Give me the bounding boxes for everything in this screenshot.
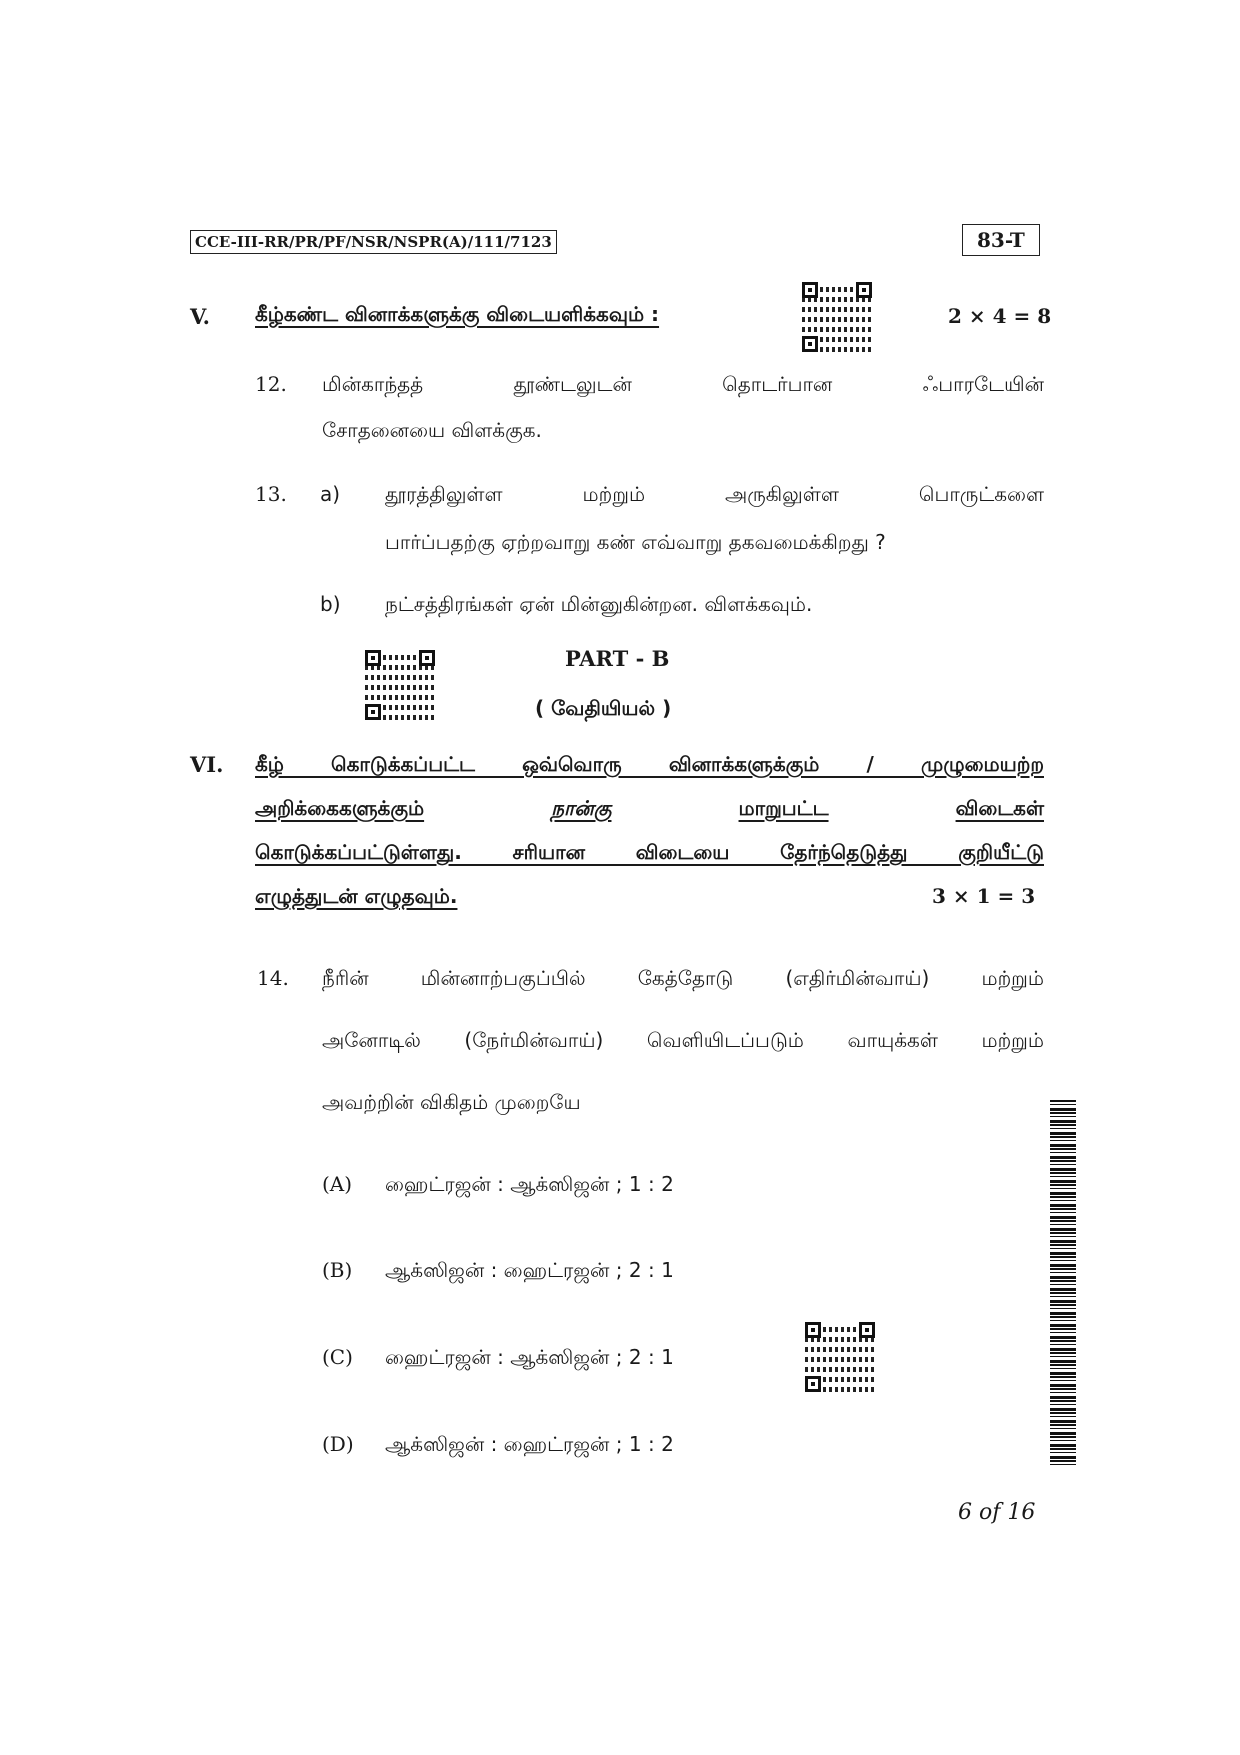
section-vi-instruction: கொடுக்கப்பட்டுள்ளது. சரியான விடையை தேர்ந்தெடுத்து குறியீட்டு — [255, 840, 1044, 864]
option-text: ஆக்ஸிஜன் : ஹைட்ரஜன் ; 2 : 1 — [385, 1258, 674, 1282]
qr-code — [802, 282, 872, 352]
section-vi-instruction: எழுத்துடன் எழுதவும். — [255, 884, 458, 908]
question-number: 14. — [257, 966, 289, 990]
part-b-subtitle: ( வேதியியல் ) — [535, 696, 672, 720]
section-vi-instruction: கீழ் கொடுக்கப்பட்ட ஒவ்வொரு வினாக்களுக்கும் / முழுமையற்ற — [255, 752, 1044, 776]
option-text: ஹைட்ரஜன் : ஆக்ஸிஜன் ; 1 : 2 — [385, 1172, 674, 1196]
question-text: மின்காந்தத் தூண்டலுடன் தொடர்பான ஃபாரடேயின் — [322, 372, 1044, 396]
qr-code — [805, 1322, 875, 1392]
sub-question-label: b) — [320, 592, 341, 616]
barcode — [1050, 1100, 1076, 1466]
qr-code — [365, 650, 435, 720]
question-number: 13. — [255, 482, 287, 506]
section-v-marks: 2 × 4 = 8 — [948, 304, 1052, 328]
question-text: தூரத்திலுள்ள மற்றும் அருகிலுள்ள பொருட்களை — [385, 482, 1044, 506]
option-label: (B) — [322, 1258, 353, 1282]
section-vi-number: VI. — [190, 752, 224, 777]
option-text: ஹைட்ரஜன் : ஆக்ஸிஜன் ; 2 : 1 — [385, 1345, 674, 1369]
question-text: நீரின் மின்னாற்பகுப்பில் கேத்தோடு (எதிர்மின்வாய்) மற்றும் — [322, 966, 1044, 990]
option-text: ஆக்ஸிஜன் : ஹைட்ரஜன் ; 1 : 2 — [385, 1432, 674, 1456]
page-code-box: 83-T — [962, 224, 1040, 256]
section-vi-marks: 3 × 1 = 3 — [932, 884, 1036, 908]
instruction-word: விடைகள் — [955, 796, 1044, 820]
part-b-title: PART - B — [565, 646, 670, 671]
option-label: (A) — [322, 1172, 353, 1196]
question-text: பார்ப்பதற்கு ஏற்றவாறு கண் எவ்வாறு தகவமைக்கிறது ? — [385, 530, 886, 554]
sub-question-label: a) — [320, 482, 341, 506]
page-number: 6 of 16 — [958, 1500, 1036, 1525]
section-v-instruction: கீழ்கண்ட வினாக்களுக்கு விடையளிக்கவும் : — [255, 302, 660, 326]
option-label: (D) — [322, 1432, 354, 1456]
question-text: நட்சத்திரங்கள் ஏன் மின்னுகின்றன. விளக்கவும். — [385, 592, 813, 616]
question-text: அனோடில் (நேர்மின்வாய்) வெளியிடப்படும் வாயுக்கள் மற்றும் — [322, 1028, 1044, 1052]
instruction-word: அறிக்கைகளுக்கும் — [255, 796, 425, 820]
paper-code: CCE-III-RR/PR/PF/NSR/NSPR(A)/111/7123 — [190, 230, 557, 254]
question-text: சோதனையை விளக்குக. — [322, 418, 542, 442]
instruction-word: மாறுபட்ட — [738, 796, 829, 820]
question-number: 12. — [255, 372, 287, 396]
option-label: (C) — [322, 1345, 353, 1369]
instruction-word: நான்கு — [551, 796, 612, 820]
question-text: அவற்றின் விகிதம் முறையே — [322, 1090, 581, 1114]
section-vi-instruction — [255, 796, 1044, 823]
section-v-number: V. — [190, 304, 210, 329]
